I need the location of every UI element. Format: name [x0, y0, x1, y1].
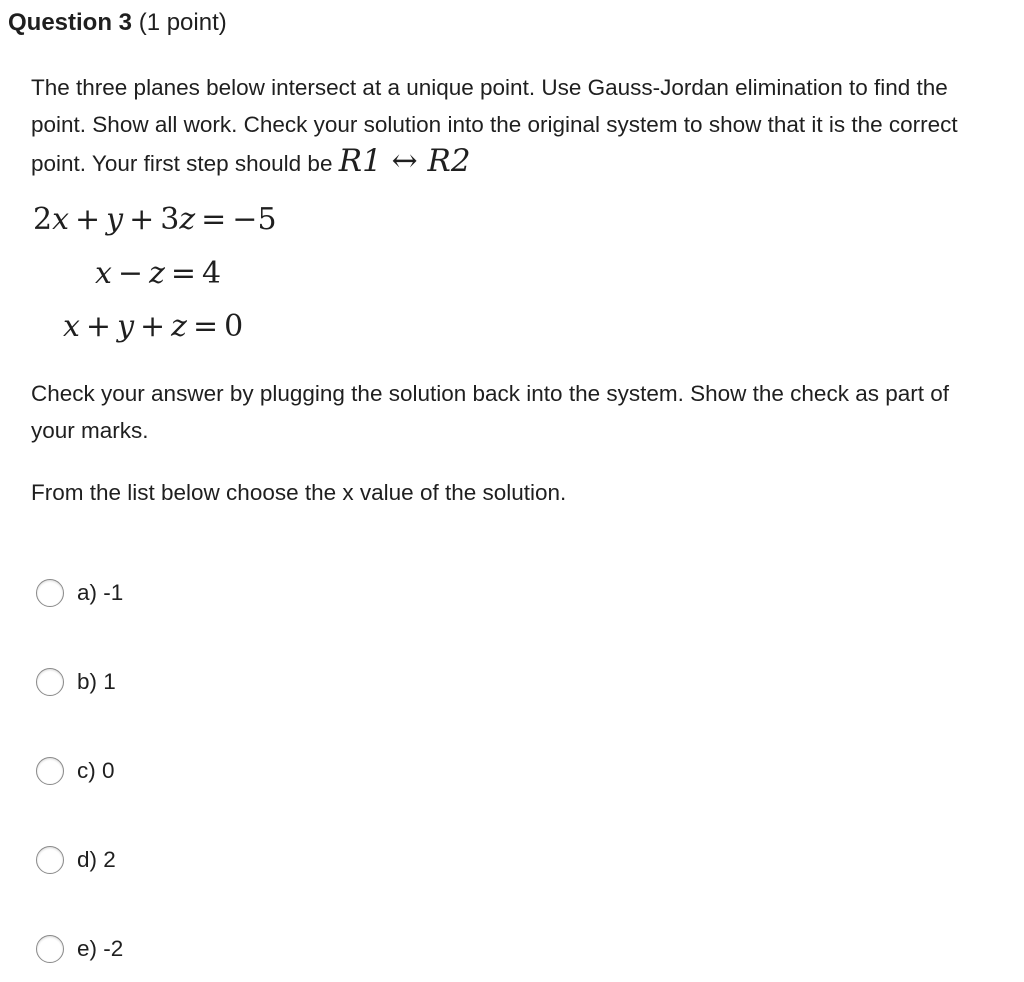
equation-3: x + y + z = 0: [63, 309, 244, 344]
radio-option-c[interactable]: [36, 757, 64, 785]
option-b[interactable]: [36, 667, 116, 697]
radio-option-d[interactable]: [36, 846, 64, 874]
radio-option-b[interactable]: [36, 668, 64, 696]
option-d[interactable]: [36, 845, 116, 875]
first-step-math: R1 ↔ R2: [338, 143, 471, 179]
option-c-label: c) 0: [77, 758, 115, 783]
equation-1: 2x + y + 3z = −5: [33, 202, 277, 237]
question-header: [8, 6, 227, 40]
option-a[interactable]: [36, 578, 123, 608]
radio-option-a[interactable]: [36, 579, 64, 607]
option-c[interactable]: [36, 756, 115, 786]
option-a-label: a) -1: [77, 580, 124, 605]
question-points: (1 point): [138, 9, 227, 36]
option-e[interactable]: [36, 934, 123, 964]
check-instructions: Check your answer by plugging the solution back into the system. Show the check as part of your marks.: [31, 381, 949, 443]
option-d-label: d) 2: [77, 847, 116, 872]
radio-option-e[interactable]: [36, 935, 64, 963]
question-prompt: [31, 69, 991, 182]
option-b-label: b) 1: [77, 669, 116, 694]
equation-2: x − z = 4: [95, 256, 222, 291]
option-e-label: e) -2: [77, 936, 124, 961]
prompt-text: The three planes below intersect at a unique point. Use Gauss-Jordan elimination to find the point. Show all work. Check your solution into the original system to show that it is the correct point. Your first step should be: [31, 75, 958, 176]
choice-instruction: From the list below choose the x value of the solution.: [31, 480, 567, 505]
question-title: Question 3: [8, 9, 133, 36]
